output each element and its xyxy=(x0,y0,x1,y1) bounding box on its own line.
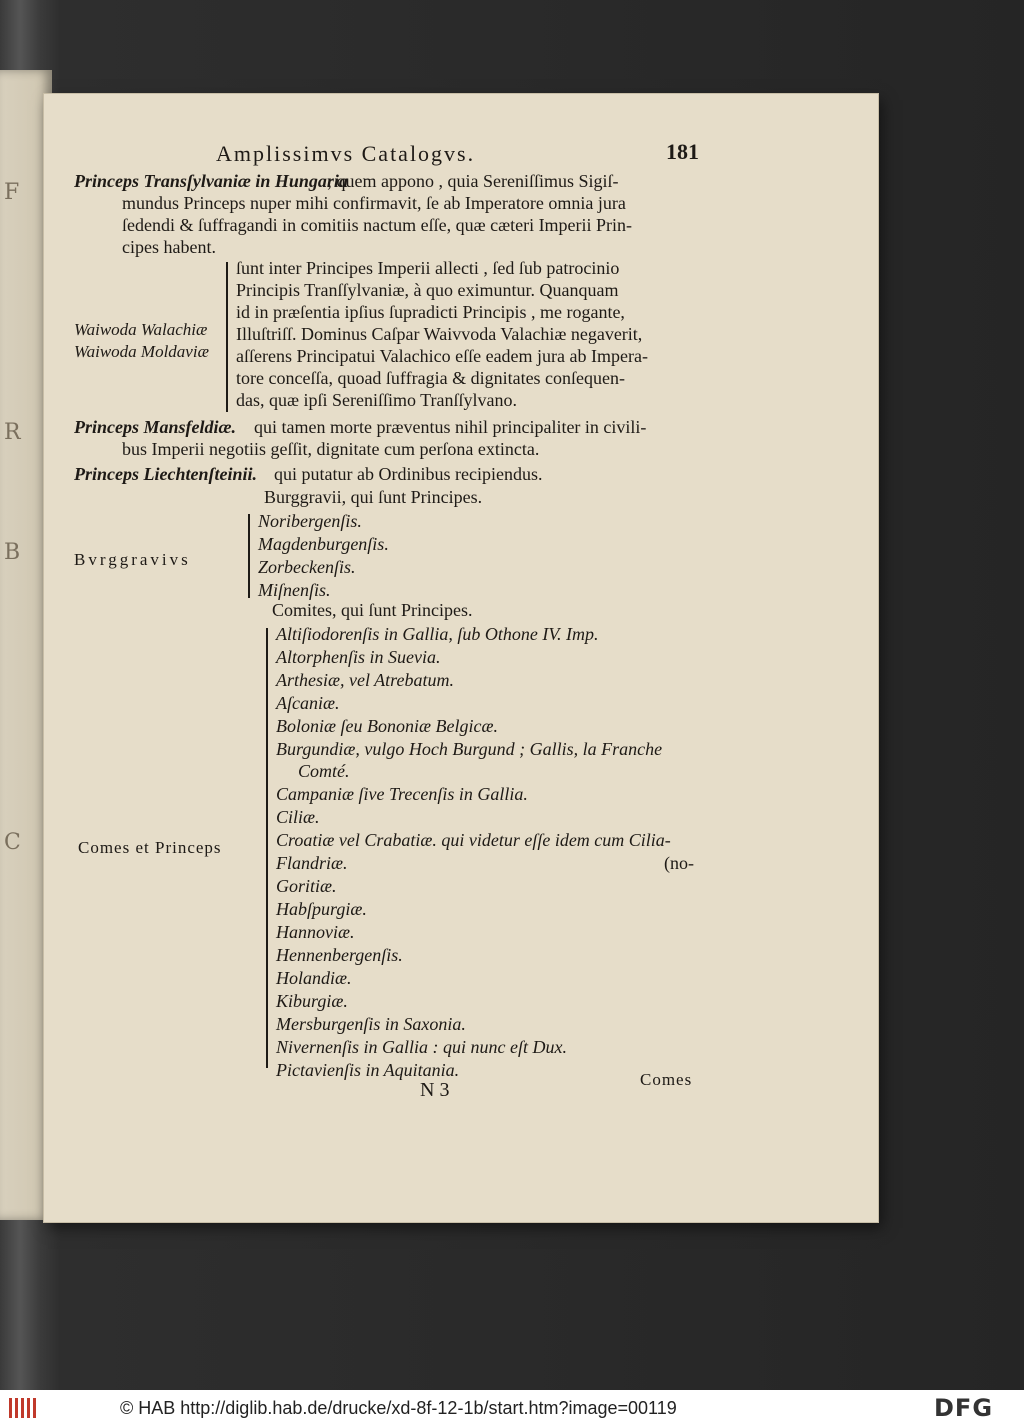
section-heading-burggravii: Burggravii, qui ſunt Principes. xyxy=(264,487,483,507)
entry-text: ſedendi & ſuffragandi in comitiis nactum eſſe, quæ cæteri Imperii Prin- xyxy=(122,215,633,235)
brace xyxy=(226,262,228,412)
waiwoda-line: Principis Tranſſylvaniæ, à quo eximuntur. Quanquam xyxy=(236,280,619,300)
comites-item: Kiburgiæ. xyxy=(276,991,348,1011)
brace xyxy=(248,514,250,598)
entry-text: bus Imperii negotiis geſſit, dignitate cum perſona extincta. xyxy=(122,439,540,459)
copyright-link[interactable]: © HAB http://diglib.hab.de/drucke/xd-8f-12-1b/start.htm?image=00119 xyxy=(120,1398,677,1418)
entry-title-liechtenstein: Princeps Liechtenſteinii. xyxy=(74,464,257,484)
entry-text: qui putatur ab Ordinibus recipiendus. xyxy=(274,464,543,484)
entry-text: cipes habent. xyxy=(122,237,216,257)
comites-item: Comté. xyxy=(298,761,350,781)
entry-text: ; quem appono , quia Sereniſſimus Sigiſ- xyxy=(327,171,619,191)
comites-item: Goritiæ. xyxy=(276,876,337,896)
entry-title-walachia: Waiwoda Walachiæ xyxy=(74,320,208,339)
section-heading-comites: Comites, qui ſunt Principes. xyxy=(272,600,473,620)
comites-item: Campaniæ ſive Trecenſis in Gallia. xyxy=(276,784,528,804)
croatia-continuation: (no- xyxy=(664,853,694,873)
waiwoda-line: id in præſentia ipſius ſupradicti Principis , me rogante, xyxy=(236,302,625,322)
comes-princeps-label: Comes et Princeps xyxy=(78,838,222,857)
prev-page-mark: C xyxy=(4,830,21,855)
burggravii-item: Magdenburgenſis. xyxy=(258,534,389,554)
comites-item: Aſcaniæ. xyxy=(276,693,340,713)
signature-mark: N 3 xyxy=(420,1079,450,1101)
prev-page-mark: R xyxy=(4,420,21,445)
waiwoda-line: ſunt inter Principes Imperii allecti , ſed ſub patrocinio xyxy=(236,258,620,278)
comites-item: Croatiæ vel Crabatiæ. qui videtur eſſe idem cum Cilia- xyxy=(276,830,671,850)
comites-item: Flandriæ. xyxy=(276,853,348,873)
running-title: Amplissimvs Catalogvs. xyxy=(216,141,476,166)
entry-title-moldavia: Waiwoda Moldaviæ xyxy=(74,342,209,361)
comites-item: Boloniæ ſeu Bononiæ Belgicæ. xyxy=(276,716,498,736)
prev-page-mark: F xyxy=(4,180,20,205)
comites-item: Altorphenſis in Suevia. xyxy=(276,647,441,667)
waiwoda-line: Illuſtriſſ. Dominus Caſpar Waivvoda Valachiæ negaverit, xyxy=(236,324,643,344)
waiwoda-line: tore conceſſa, quoad ſuffragia & dignitates conſequen- xyxy=(236,368,626,388)
prev-page-mark: B xyxy=(4,540,21,565)
comites-item: Hennenbergenſis. xyxy=(276,945,403,965)
comites-item: Altiſiodorenſis in Gallia, ſub Othone IV. Imp. xyxy=(276,624,599,644)
comites-item: Habſpurgiæ. xyxy=(276,899,367,919)
dfg-logo: DFG xyxy=(934,1394,994,1422)
burggravius-label: Bvrggravivs xyxy=(74,550,191,569)
footer-bar xyxy=(0,1390,1024,1425)
book-page xyxy=(44,94,878,1222)
entry-text: mundus Princeps nuper mihi confirmavit, ſe ab Imperatore omnia jura xyxy=(122,193,626,213)
hab-logo-icon xyxy=(8,1396,38,1420)
brace xyxy=(266,628,268,1068)
comites-item: Holandiæ. xyxy=(276,968,352,988)
comites-item: Mersburgenſis in Saxonia. xyxy=(276,1014,466,1034)
catchword: Comes xyxy=(640,1070,693,1089)
entry-title-mansfeld: Princeps Mansfeldiæ. xyxy=(74,417,236,437)
comites-item: Pictavienſis in Aquitania. xyxy=(276,1060,460,1080)
page-number: 181 xyxy=(666,139,699,164)
comites-item: Arthesiæ, vel Atrebatum. xyxy=(276,670,454,690)
comites-item: Nivernenſis in Gallia : qui nunc eſt Dux. xyxy=(276,1037,567,1057)
burggravii-item: Miſnenſis. xyxy=(258,580,331,600)
burggravii-item: Noribergenſis. xyxy=(258,511,362,531)
entry-title-transylvania: Princeps Transſylvaniæ in Hungaria xyxy=(74,171,348,191)
comites-item: Burgundiæ, vulgo Hoch Burgund ; Gallis, la Franche xyxy=(276,739,663,759)
comites-item: Hannoviæ. xyxy=(276,922,355,942)
waiwoda-line: aſſerens Principatui Valachico eſſe eadem jura ab Impera- xyxy=(236,346,648,366)
burggravii-item: Zorbeckenſis. xyxy=(258,557,356,577)
comites-item: Ciliæ. xyxy=(276,807,320,827)
entry-text: qui tamen morte præventus nihil principaliter in civili- xyxy=(254,417,647,437)
waiwoda-line: das, quæ ipſi Sereniſſimo Tranſſylvano. xyxy=(236,390,518,410)
